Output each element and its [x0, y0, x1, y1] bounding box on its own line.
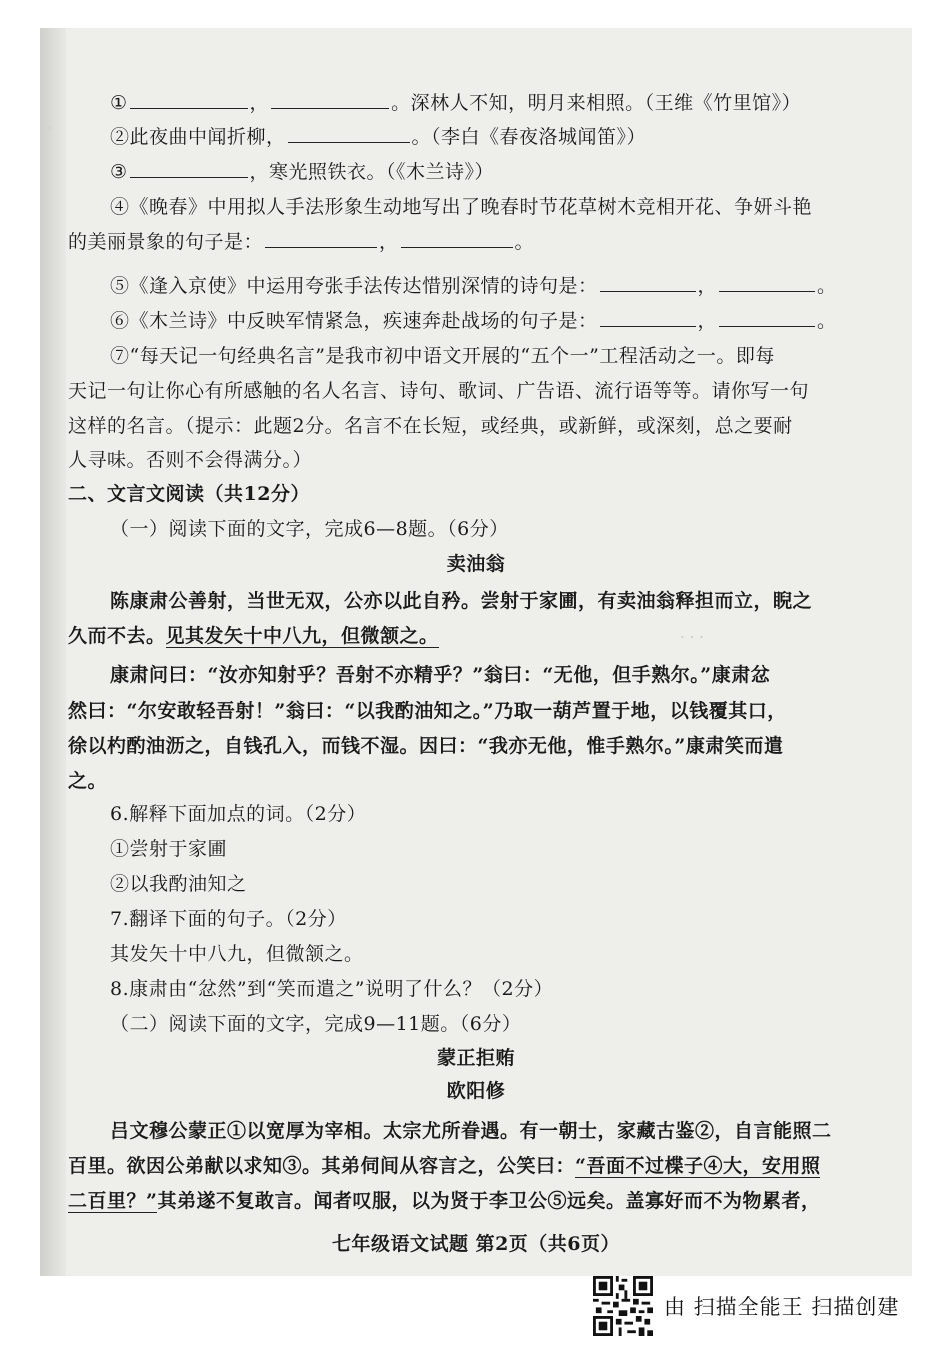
answer-blank[interactable] [719, 308, 815, 327]
fill-item-7-line4: 人寻味。否则不会得满分。） [68, 449, 313, 471]
question-6-item-1: ①尝射于家圃 [110, 838, 228, 860]
fill-item-5: ⑤《逢入京使》中运用夸张手法传达惜别深情的诗句是： ， 。 [110, 275, 837, 297]
part-1-instruction: （一）阅读下面的文字，完成6—8题。（6分） [110, 518, 509, 540]
fill-item-7-line2: 天记一句让你心有所感触的名人名言、诗句、歌词、广告语、流行语等等。请你写一句 [68, 380, 810, 402]
passage-2-line: 吕文穆公蒙正①以宽厚为宰相。太宗尤所眷遇。有一朝士，家藏古鉴②，自言能照二 [110, 1120, 832, 1142]
underlined-sentence: “吾面不过楪子④大，安用照 [575, 1155, 821, 1177]
passage-1-line: 然曰：“尔安敢轻吾射！”翁曰：“以我酌油知之。”乃取一葫芦置于地，以钱覆其口， [68, 700, 787, 722]
passage-1-line: 陈康肃公善射，当世无双，公亦以此自矜。尝射于家圃，有卖油翁释担而立，睨之 [110, 590, 813, 612]
answer-blank[interactable] [401, 229, 513, 248]
answer-blank[interactable] [600, 273, 696, 292]
answer-blank[interactable] [719, 273, 815, 292]
page-footer: 七年级语文试题 第2页（共6页） [331, 1233, 621, 1255]
scanner-watermark-text: 由 扫描全能王 扫描创建 [664, 1295, 900, 1319]
question-7-sentence: 其发矢十中八九，但微颔之。 [110, 943, 364, 965]
exam-page [40, 28, 912, 1276]
answer-blank[interactable] [271, 90, 389, 109]
question-7-heading: 7.翻译下面的句子。（2分） [110, 908, 347, 930]
fill-item-1: ① ， 。深林人不知，明月来相照。（王维《竹里馆》） [110, 92, 802, 114]
passage-2-line: 百里。欲因公弟献以求知③。其弟伺间从容言之，公笑曰：“吾面不过楪子④大，安用照 [68, 1155, 821, 1177]
answer-blank[interactable] [130, 90, 248, 109]
passage-author-2: 欧阳修 [446, 1080, 506, 1102]
qr-code-icon [593, 1276, 653, 1336]
bleed-through-mark: ◦ [46, 120, 55, 138]
fill-item-3: ③ ，寒光照铁衣。（《木兰诗》） [110, 161, 495, 183]
passage-1-line: 久而不去。见其发矢十中八九，但微颔之。 [68, 625, 439, 647]
answer-blank[interactable] [288, 124, 410, 143]
passage-1-line: 之。 [68, 770, 108, 792]
passage-2-line: 二百里？”其弟遂不复敢言。闻者叹服，以为贤于李卫公⑤远矣。盖寡好而不为物累者， [68, 1190, 821, 1212]
fill-item-6: ⑥《木兰诗》中反映军情紧急，疾速奔赴战场的句子是： ， 。 [110, 310, 837, 332]
fill-item-7-line3: 这样的名言。（提示：此题2分。名言不在长短，或经典，或新鲜，或深刻，总之要耐 [68, 415, 793, 437]
question-6-heading: 6.解释下面加点的词。（2分） [110, 803, 367, 825]
answer-blank[interactable] [130, 159, 248, 178]
section-heading: 二、文言文阅读（共12分） [68, 483, 310, 505]
passage-title-2: 蒙正拒贿 [436, 1047, 515, 1069]
fill-item-4-line2: 的美丽景象的句子是： ， 。 [68, 231, 535, 253]
underlined-sentence: 二百里？” [68, 1190, 158, 1212]
bleed-through-mark: · · · [680, 628, 704, 646]
passage-title-1: 卖油翁 [446, 553, 506, 575]
question-8-heading: 8.康肃由“忿然”到“笑而遣之”说明了什么？（2分） [110, 978, 554, 1000]
fill-item-7-line1: ⑦“每天记一句经典名言”是我市初中语文开展的“五个一”工程活动之一。即每 [110, 345, 775, 367]
passage-1-line: 徐以杓酌油沥之，自钱孔入，而钱不湿。因曰：“我亦无他，惟手熟尔。”康肃笑而遣 [68, 735, 784, 757]
passage-1-line: 康肃问曰：“汝亦知射乎？吾射不亦精乎？”翁曰：“无他，但手熟尔。”康肃忿 [110, 664, 771, 686]
answer-blank[interactable] [265, 229, 377, 248]
answer-blank[interactable] [600, 308, 696, 327]
fill-item-2: ②此夜曲中闻折柳， 。（李白《春夜洛城闻笛》） [110, 126, 647, 148]
part-2-instruction: （二）阅读下面的文字，完成9—11题。（6分） [110, 1013, 522, 1035]
underlined-sentence: 见其发矢十中八九，但微颔之。 [165, 625, 439, 647]
question-6-item-2: ②以我酌油知之 [110, 873, 247, 895]
fill-item-4-line1: ④《晚春》中用拟人手法形象生动地写出了晚春时节花草树木竞相开花、争妍斗艳 [110, 196, 813, 218]
